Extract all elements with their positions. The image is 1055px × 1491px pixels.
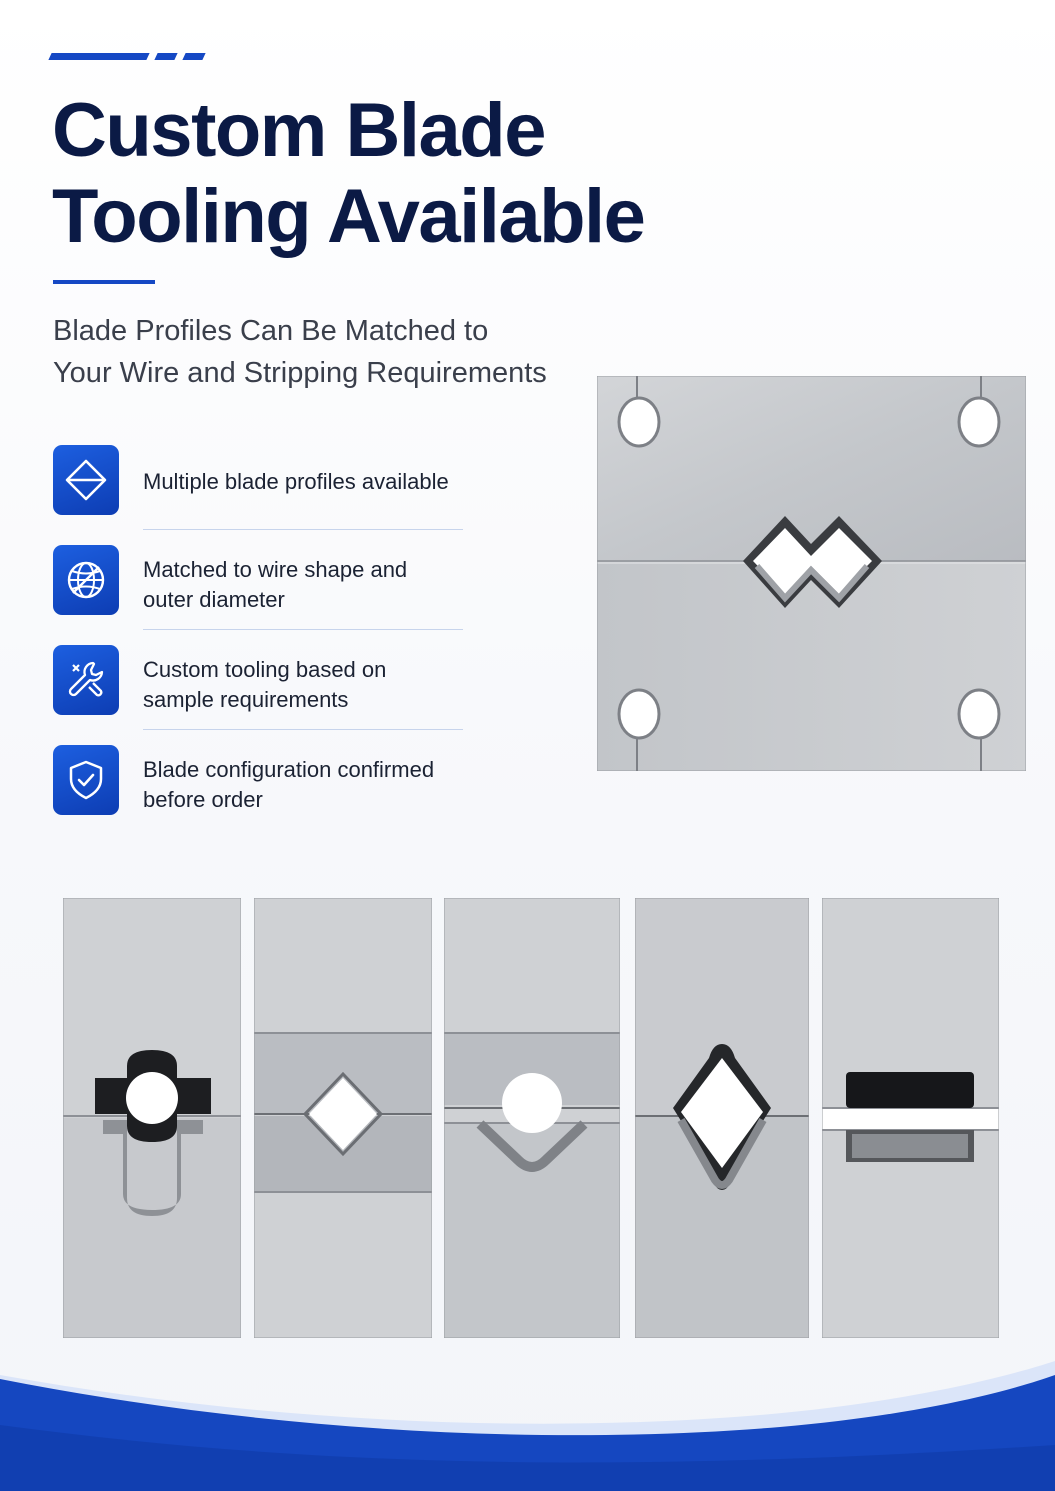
feature-list [53,445,473,845]
feature-label: Multiple blade profiles available [143,469,449,494]
blade-image-flat-slot [822,898,999,1338]
diamond-icon [53,445,119,515]
bottom-wave-decoration [0,1355,1055,1491]
globe-icon [53,545,119,615]
feature-divider [143,629,463,630]
feature-item-confirmed [53,745,473,845]
feature-item-blade-profiles [53,445,473,545]
main-blade-plate-image [597,376,1026,771]
blade-image-large-diamond [635,898,809,1338]
feature-label: Custom tooling based on sample requirements [143,657,387,712]
top-accent-stripes [50,53,210,61]
feature-item-custom-tooling [53,645,473,745]
subtitle [53,310,593,394]
feature-divider [143,729,463,730]
title-line-2: Tooling Available [52,174,645,259]
title-underline [53,280,155,284]
blade-image-diamond [254,898,432,1338]
blade-image-round-v [444,898,620,1338]
feature-label: Blade configuration confirmed before order [143,757,435,812]
title-line-1: Custom Blade [52,88,545,173]
shield-check-icon [53,745,119,815]
subtitle-line-2: Your Wire and Stripping Requirements [53,357,547,389]
wrench-icon [53,645,119,715]
page-title [52,88,752,260]
feature-item-wire-shape [53,545,473,645]
feature-label: Matched to wire shape and outer diameter [143,557,408,612]
subtitle-line-1: Blade Profiles Can Be Matched to [53,315,489,347]
feature-divider [143,529,463,530]
blade-image-round-cross [63,898,241,1338]
